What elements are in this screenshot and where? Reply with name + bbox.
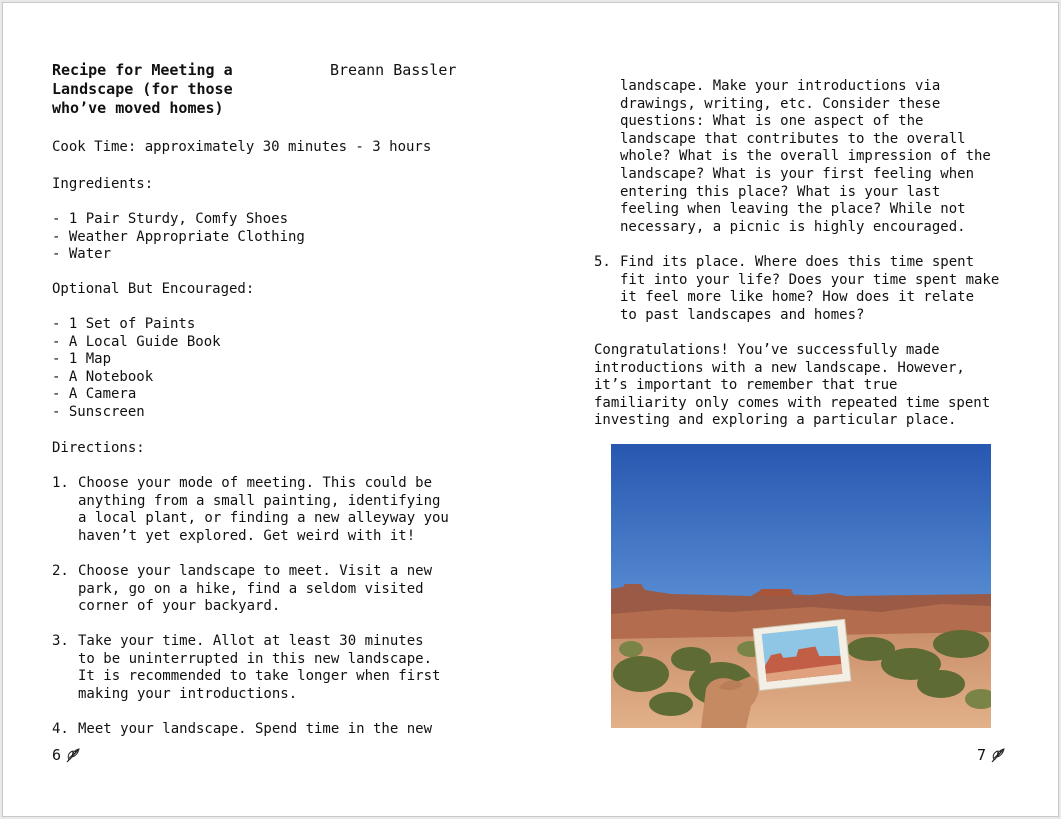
closing-paragraph: Congratulations! You’ve successfully made introductions with a new landscape. However, it’s important to remember that true familiarity only comes with repeated time spent investing and exploring a particular place. xyxy=(594,342,991,429)
list-item: - 1 Map xyxy=(52,351,112,368)
list-item: - Weather Appropriate Clothing xyxy=(52,228,305,245)
step-number: 5. xyxy=(594,254,611,270)
step-text: Choose your landscape to meet. Visit a new park, go on a hike, find a seldom visited corner of your backyard. xyxy=(78,563,433,615)
right-page xyxy=(531,3,1058,816)
page-number-left xyxy=(52,746,82,764)
list-item: - 1 Set of Paints xyxy=(52,316,196,332)
page-number-text: 6 xyxy=(52,746,62,764)
cook-time: Cook Time: approximately 30 minutes - 3 hours xyxy=(52,139,432,155)
landscape-photo xyxy=(611,444,991,728)
step-4-continued: landscape. Make your introductions via drawings, writing, etc. Consider these questions: What is one aspect of the landscape that contributes to the overall whole? What is the overall impression of the landscape? What is your first feeling when entering this place? What is your last feeling when leaving the place? While not necessary, a picnic is highly encouraged. xyxy=(620,78,991,235)
ingredients-list xyxy=(52,211,305,264)
list-item: - A Local Guide Book xyxy=(52,333,221,350)
ingredients-heading: Ingredients: xyxy=(52,176,154,192)
step-number: 3. xyxy=(52,633,69,649)
document-spread xyxy=(2,2,1059,817)
step-number: 1. xyxy=(52,475,69,491)
step-number: 2. xyxy=(52,563,69,579)
optional-heading: Optional But Encouraged: xyxy=(52,281,255,297)
list-item: - 1 Pair Sturdy, Comfy Shoes xyxy=(52,211,289,227)
step-text: Meet your landscape. Spend time in the new xyxy=(78,721,433,737)
page-number-text: 7 xyxy=(977,746,987,764)
leaf-icon xyxy=(64,746,82,764)
directions-heading: Directions: xyxy=(52,440,145,456)
step-text: Find its place. Where does this time spent fit into your life? Does your time spent make it feel more like home? How does it relate to past landscapes and homes? xyxy=(620,254,1000,323)
leaf-icon xyxy=(989,746,1007,764)
list-item: - Water xyxy=(52,246,112,263)
author-name: Breann Bassler xyxy=(330,61,457,79)
step-text: Take your time. Allot at least 30 minutes to be uninterrupted in this new landscape. It is recommended to take longer when first making your introductions. xyxy=(78,633,441,702)
desert-photo-illustration xyxy=(611,444,991,728)
step-number: 4. xyxy=(52,721,69,737)
recipe-title: Recipe for Meeting a Landscape (for those who’ve moved homes) xyxy=(52,61,233,117)
page-number-right xyxy=(977,746,1007,764)
left-page xyxy=(3,3,531,816)
list-item: - A Notebook xyxy=(52,368,154,385)
optional-list xyxy=(52,316,221,422)
step-text: Choose your mode of meeting. This could be anything from a small painting, identifying a local plant, or finding a new alleyway you haven’t yet explored. Get weird with it! xyxy=(78,475,449,544)
list-item: - Sunscreen xyxy=(52,403,145,420)
list-item: - A Camera xyxy=(52,386,137,403)
